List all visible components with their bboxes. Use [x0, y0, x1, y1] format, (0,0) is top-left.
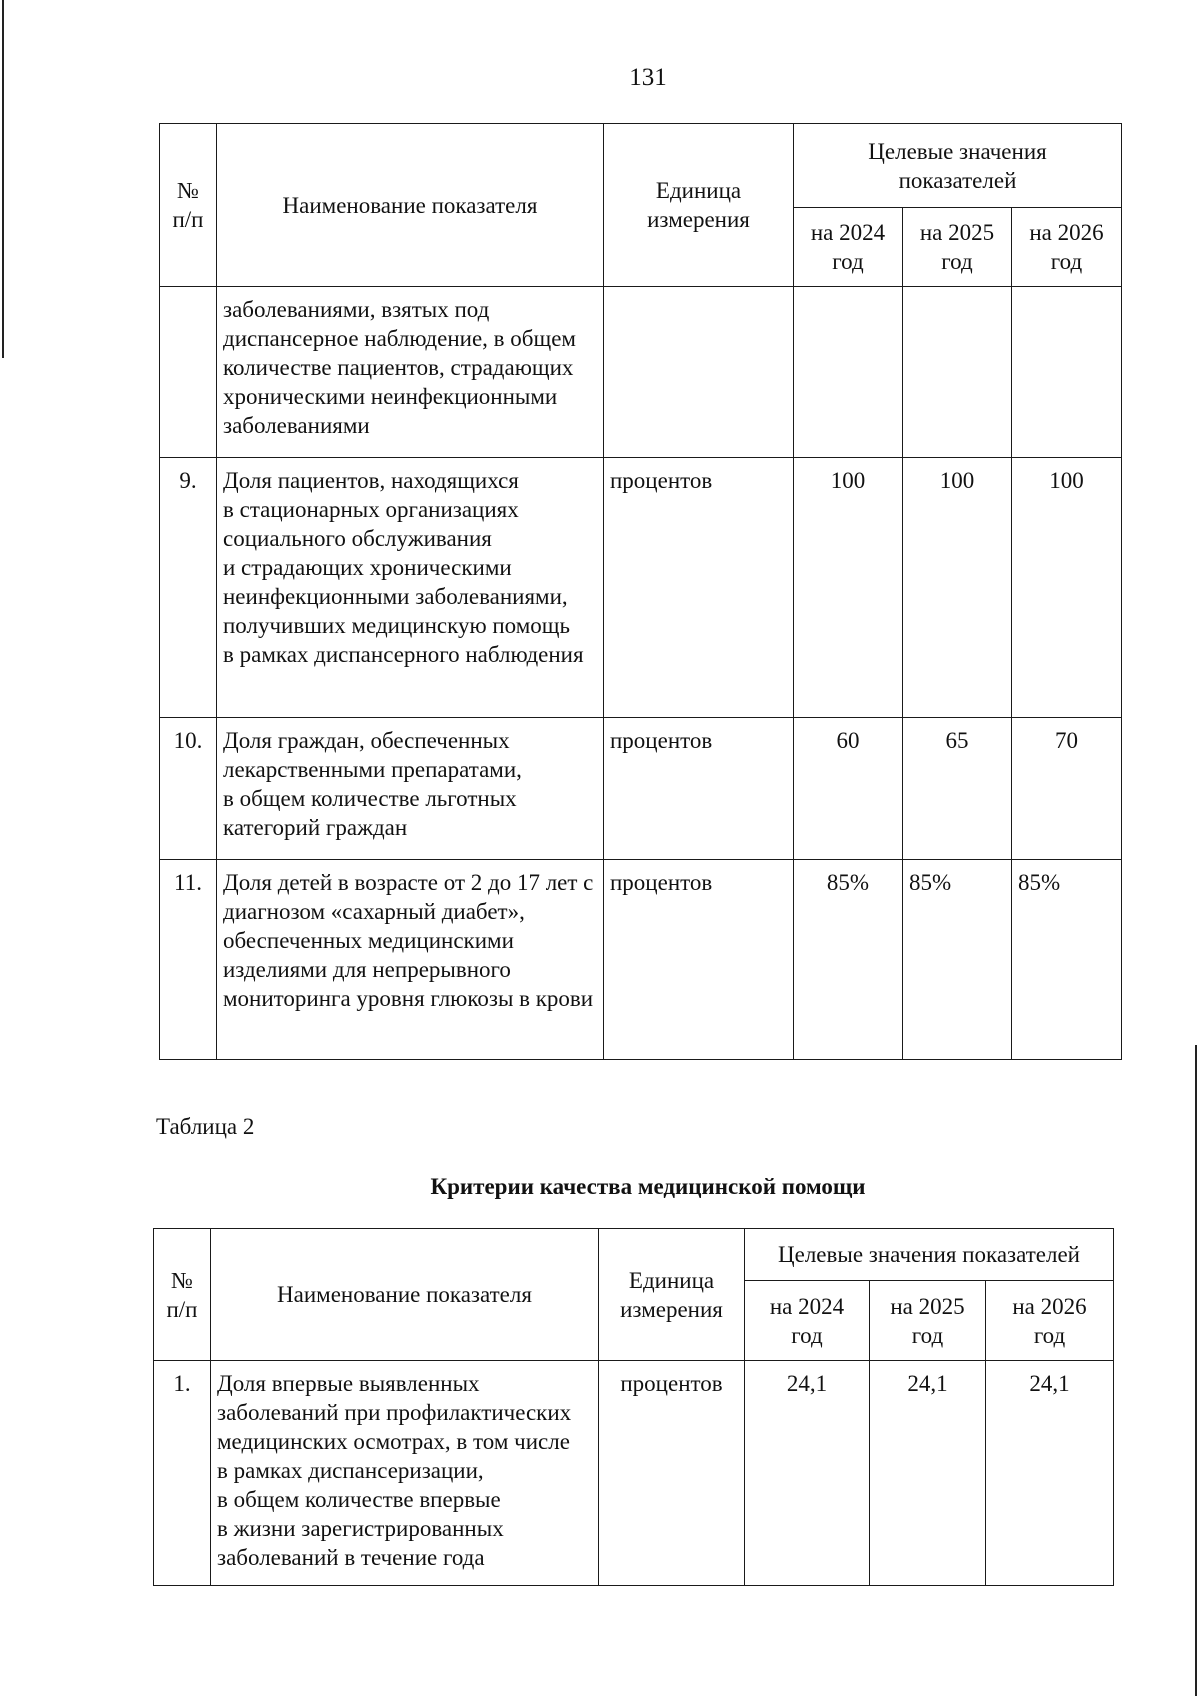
- header-year-2024-text: на 2024 год: [810, 220, 886, 274]
- header-year-2025-text: на 2025 год: [890, 1293, 965, 1348]
- row-value-2025: 85%: [903, 860, 1012, 1060]
- row-value-2026: 70: [1012, 718, 1122, 860]
- row-value-2025: 24,1: [870, 1361, 986, 1586]
- row-unit: процентов: [604, 458, 794, 718]
- header-year-2026: [1012, 208, 1122, 287]
- row-value-2024: 85%: [794, 860, 903, 1060]
- row-num: [160, 287, 217, 458]
- row-unit: процентов: [604, 718, 794, 860]
- row-value-2025: 100: [903, 458, 1012, 718]
- header-year-2026-text: на 2026 год: [1012, 1293, 1087, 1348]
- row-name: Доля детей в возрасте от 2 до 17 лет с диагнозом «сахарный диабет», обеспеченных медицинскими изделиями для непрерывного мониторинга уровня глюкозы в крови: [217, 860, 604, 1060]
- header-year-2024-text: на 2024 год: [769, 1293, 845, 1348]
- row-value-2024: [794, 287, 903, 458]
- scan-border-left: [2, 0, 4, 358]
- table-row: [160, 287, 1122, 458]
- page-number: 131: [629, 64, 667, 91]
- row-num: 11.: [160, 860, 217, 1060]
- table-row: [160, 458, 1122, 718]
- row-value-2026: 24,1: [986, 1361, 1114, 1586]
- header-name-text: Наименование показателя: [277, 1282, 532, 1307]
- header-year-2025: [903, 208, 1012, 287]
- header-unit: [604, 124, 794, 287]
- header-name: [211, 1229, 599, 1361]
- table-2-label: Таблица 2: [156, 1114, 255, 1139]
- quality-criteria-table: [153, 1228, 1114, 1586]
- header-name-text: Наименование показателя: [282, 192, 538, 218]
- header-num: [154, 1229, 211, 1361]
- header-name: [217, 124, 604, 287]
- indicators-table-continued: [159, 123, 1122, 1060]
- header-year-2026-text: на 2026 год: [1029, 220, 1104, 274]
- row-name: Доля пациентов, находящихся в стационарных организациях социального обслуживания и страдающих хроническими неинфекционными заболеваниями, получивших медицинскую помощь в рамках диспансерного наблюдения: [217, 458, 604, 718]
- header-year-2026: [986, 1281, 1114, 1361]
- row-name: Доля впервые выявленных заболеваний при профилактических медицинских осмотрах, в том числе в рамках диспансеризации, в общем количестве впервые в жизни зарегистрированных заболеваний в течение года: [211, 1361, 599, 1586]
- header-unit: [599, 1229, 745, 1361]
- row-unit: процентов: [604, 860, 794, 1060]
- row-num: 1.: [154, 1361, 211, 1586]
- row-value-2024: 100: [794, 458, 903, 718]
- row-value-2026: 100: [1012, 458, 1122, 718]
- header-num: [160, 124, 217, 287]
- header-targets-text: Целевые значения показателей: [778, 1242, 1080, 1267]
- header-targets: [794, 124, 1122, 208]
- header-targets: [745, 1229, 1114, 1281]
- row-name: Доля граждан, обеспеченных лекарственными препаратами, в общем количестве льготных категорий граждан: [217, 718, 604, 860]
- header-targets-text: Целевые значения показателей: [868, 138, 1047, 193]
- header-year-2024: [794, 208, 903, 287]
- header-num-text: № п/п: [166, 1267, 198, 1322]
- row-num: 9.: [160, 458, 217, 718]
- scan-border-right: [1195, 1045, 1197, 1696]
- row-num: 10.: [160, 718, 217, 860]
- table-row: [154, 1361, 1114, 1586]
- row-value-2026: [1012, 287, 1122, 458]
- row-value-2025: [903, 287, 1012, 458]
- header-year-2024: [745, 1281, 870, 1361]
- table-row: [160, 860, 1122, 1060]
- row-unit: процентов: [599, 1361, 745, 1586]
- header-unit-text: Единица измерения: [647, 178, 750, 232]
- row-unit: [604, 287, 794, 458]
- row-value-2026: 85%: [1012, 860, 1122, 1060]
- header-num-text: № п/п: [172, 178, 204, 232]
- header-year-2025-text: на 2025 год: [919, 220, 995, 274]
- row-name: заболеваниями, взятых под диспансерное наблюдение, в общем количестве пациентов, страдающих хроническими неинфекционными заболеваниями: [217, 287, 604, 458]
- row-value-2025: 65: [903, 718, 1012, 860]
- header-unit-text: Единица измерения: [620, 1267, 723, 1322]
- row-value-2024: 24,1: [745, 1361, 870, 1586]
- table-2-title: Критерии качества медицинской помощи: [430, 1174, 866, 1199]
- header-year-2025: [870, 1281, 986, 1361]
- row-value-2024: 60: [794, 718, 903, 860]
- table-row: [160, 718, 1122, 860]
